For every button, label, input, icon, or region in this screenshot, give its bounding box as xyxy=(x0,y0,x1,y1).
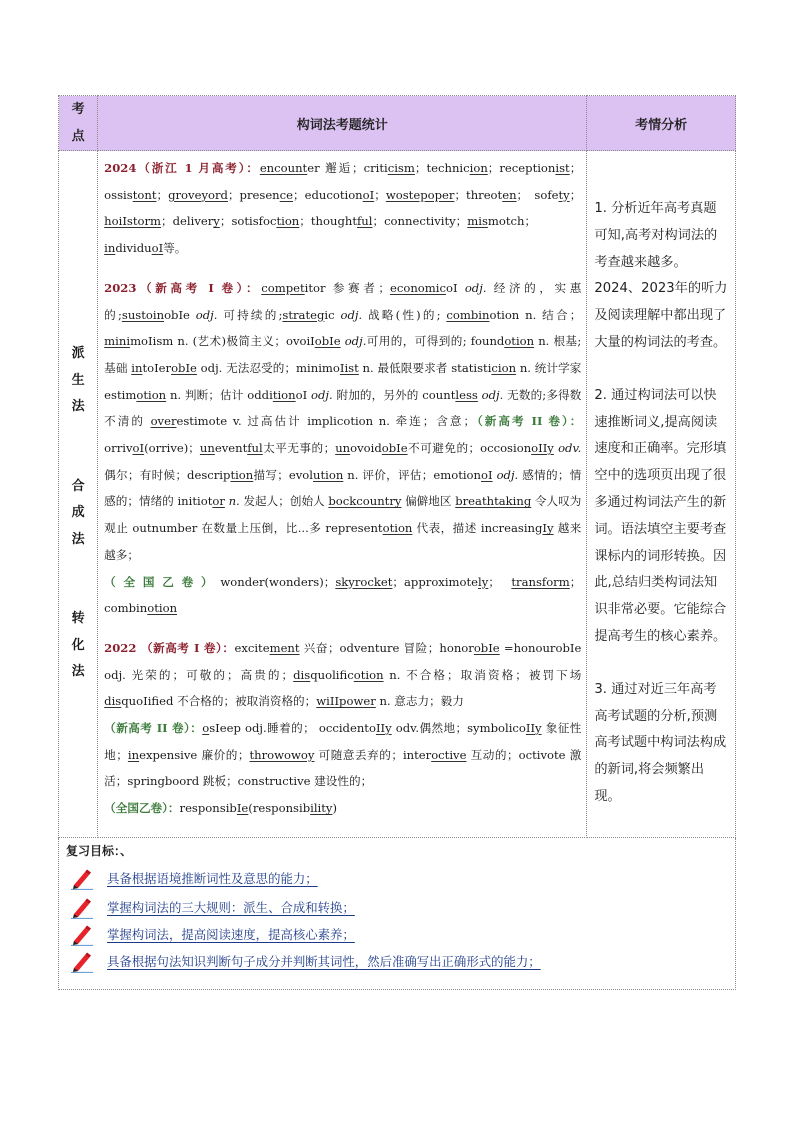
pencil-icon xyxy=(69,866,95,890)
review-title: 复习目标：、 xyxy=(66,843,133,858)
pencil-icon xyxy=(69,895,95,919)
header-analysis: 考情分析 xyxy=(587,96,736,151)
goal-item xyxy=(69,922,729,946)
pencil-icon xyxy=(69,922,95,946)
pencil-icon xyxy=(69,949,95,973)
label-derivation: 派 生 法 xyxy=(71,346,85,414)
stats-2024: 2024（浙江 1 月高考）：encounter 邂逅；criticism；technicion；receptionist；ossistont；groveyord；presence；educotionoI；wostepoper；threoten； sofety；hoiIstorm；delivery；sotisfoction；thoughtful；connectivity；mismotch；individuoI等。 xyxy=(104,161,582,256)
review-goals xyxy=(58,838,736,990)
analysis-point-2: 2. 通过构词法可以快速推断词义,提高阅读速度和正确率。完形填空中的选项页出现了很多通过构词法产生的新词。语法填空主要考查课标内的词形转换。因此,总结归类构词法知识非常必要。它能综合提高考生的核心素养。 xyxy=(594,387,727,644)
stats-2023: 2023（新高考 I 卷）：competitor 参赛者；economicoI odj. 经济的，实惠的;sustoinobIe odj. 可持续的;strategic odj. 战略(性)的; combinotion n. 结合；minimoIism n. (艺术)极简主义；ovoiIobIe odj.可用的，可得到的; foundotion n. 根基; 基础 intoIerobIe odj. 无法忍受的；minimoIist n. 最低限要求者 statisticion n. 统计学家 estimotion n. 判断；估计 odditionoI odj. 附加的，另外的 countless odj. 无数的;多得数不清的 overestimote v. 过高估计 implicotion n. 牵连；含意；（新高考 II 卷）：orrivoI(orrive)；uneventful太平无事的；unovoidobIe不可避免的；occosionoIIy odv. 偶尔；有时候；description描写；evolution n. 评价，评估；emotionoI odj. 感情的；情感的；情绪的 initiotor n. 发起人；创始人 bockcountry 偏僻地区 breathtaking 令人叹为观止 outnumber 在数量上压倒，比...多 representotion 代表，描述 increasingIy 越来越多； （全国乙卷）wonder(wonders)；skyrocket；approximotely； transform；combinotion xyxy=(104,280,582,616)
goal-item xyxy=(69,866,729,890)
goal-text: 具备根据语境推断词性及意思的能力； xyxy=(107,870,318,886)
goal-item xyxy=(69,895,729,919)
word-formation-table xyxy=(58,95,736,838)
category-labels xyxy=(59,151,98,838)
goal-text: 掌握构词法的三大规则：派生、合成和转换； xyxy=(107,899,355,915)
header-kaodian: 考 点 xyxy=(59,96,98,151)
goal-text: 掌握构词法，提高阅读速度，提高核心素养； xyxy=(107,926,355,942)
header-stats: 构词法考题统计 xyxy=(98,96,587,151)
analysis-point-1: 1. 分析近年高考真题可知,高考对构词法的考查越来越多。2024、2023年的听力及阅读理解中都出现了大量的构词法的考查。 xyxy=(594,201,728,350)
analysis-cell xyxy=(587,151,736,838)
analysis-point-3: 3. 通过对近三年高考高考试题的分析,预测高考试题中构词法构成的新词,将会频繁出现。 xyxy=(594,681,727,804)
goal-text: 具备根据句法知识判断句子成分并判断其词性，然后准确写出正确形式的能力； xyxy=(107,953,541,969)
label-conversion: 转 化 法 xyxy=(71,611,85,679)
stats-cell xyxy=(98,151,587,838)
exam-frame xyxy=(58,95,736,990)
goal-item xyxy=(69,949,729,973)
label-compounding: 合 成 法 xyxy=(71,478,85,547)
stats-2022: 2022 （新高考 I 卷）：excitement 兴奋；odventure 冒险；honorobIe =honourobIe odj. 光荣的；可敬的；高贵的；disquolificotion n. 不合格；取消资格；被罚下场 disquoIified 不合格的；被取消资格的；wiIIpower n. 意志力；毅力 （新高考 II 卷）：osIeep odj.睡着的； occidentoIIy odv.偶然地；symbolicoIIy 象征性地；inexpensive 廉价的；throwowoy 可随意丢弃的；interoctive 互动的；octivote 激活；springboord 跳板；constructive 建设性的； （全国乙卷）：responsibIe(responsibility) xyxy=(104,640,582,816)
